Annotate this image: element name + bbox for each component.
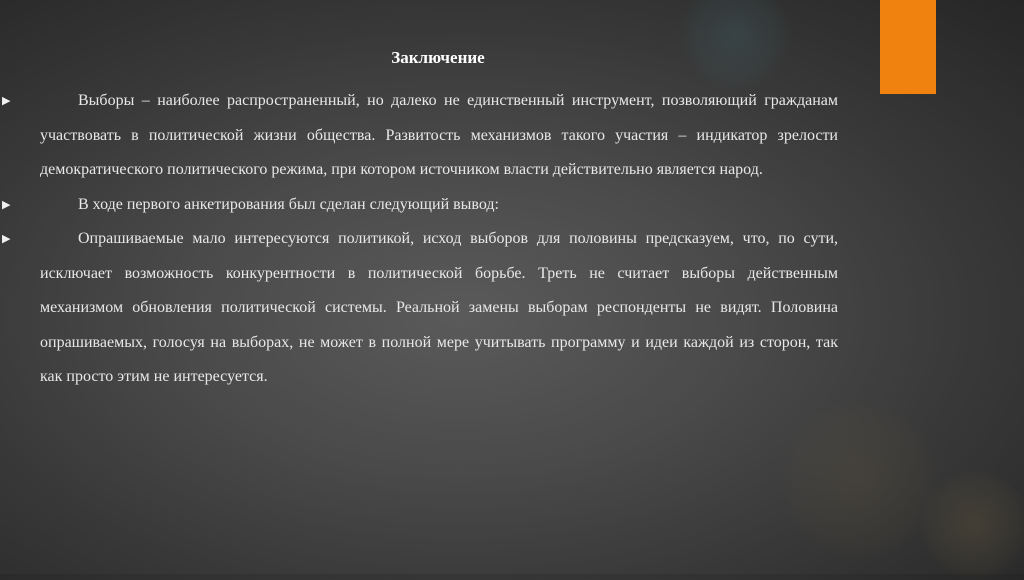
- bullet-item: [2, 188, 838, 223]
- bullet-arrow-icon: ▶: [2, 198, 11, 211]
- background-bokeh-light: [780, 400, 940, 560]
- background-bokeh-light: [920, 470, 1024, 580]
- bullet-item: [2, 84, 838, 188]
- bullet-text: В ходе первого анкетирования был сделан следующий вывод:: [78, 195, 499, 213]
- bullet-arrow-icon: ▶: [2, 233, 11, 245]
- bullet-item: [2, 222, 838, 395]
- bullet-text: Выборы – наиболее распространенный, но далеко не единственный инструмент, позволяющий гражданам участвовать в политической жизни общества. Развитость механизмов такого участия – индикатор зрелости демократического политического режима, при котором источником власти действительно является народ.: [40, 92, 838, 178]
- background-bokeh-light: [680, 0, 790, 90]
- orange-accent-bar: [880, 0, 936, 94]
- bullet-arrow-icon: ▶: [2, 95, 11, 107]
- bullet-text: Опрашиваемые мало интересуются политикой, исход выборов для половины предсказуем, что, по сути, исключает возможность конкурентности в политической борьбе. Треть не считает выборы действенным механизмом обновления политической системы. Реальной замены выборам респонденты не видят. Половина опрашиваемых, голосуя на выборах, не может в полной мере учитывать программу и идеи каждой из сторон, так как просто этим не интересуется.: [40, 230, 838, 385]
- slide-title: Заключение: [391, 48, 485, 67]
- slide-content: [2, 84, 838, 395]
